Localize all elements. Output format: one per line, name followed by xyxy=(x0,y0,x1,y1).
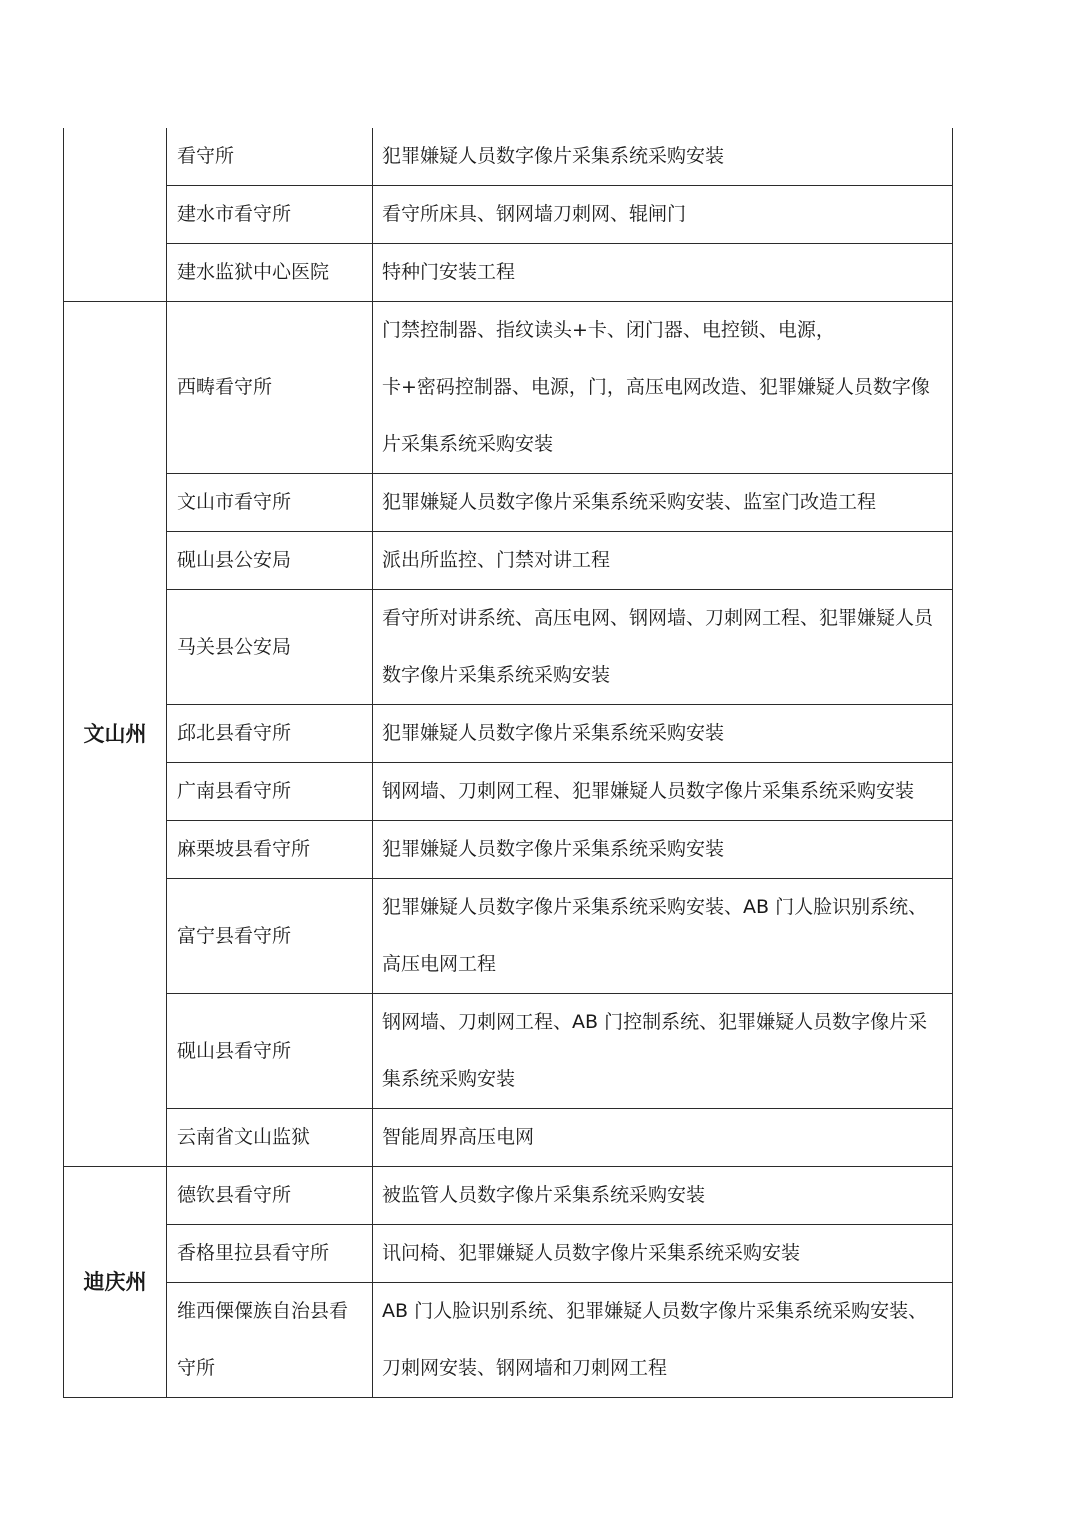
unit-cell: 广南县看守所 xyxy=(167,763,373,821)
unit-cell: 砚山县看守所 xyxy=(167,994,373,1109)
project-table-body xyxy=(64,128,953,1398)
work-cell: 犯罪嫌疑人员数字像片采集系统采购安装、监室门改造工程 xyxy=(373,474,953,532)
table-row xyxy=(64,186,953,244)
unit-cell: 富宁县看守所 xyxy=(167,879,373,994)
unit-cell: 西畴看守所 xyxy=(167,302,373,474)
work-cell: 看守所对讲系统、高压电网、钢网墙、刀刺网工程、犯罪嫌疑人员数字像片采集系统采购安装 xyxy=(373,590,953,705)
unit-cell: 建水市看守所 xyxy=(167,186,373,244)
table-row xyxy=(64,705,953,763)
table-row xyxy=(64,763,953,821)
table-row xyxy=(64,994,953,1109)
work-cell: 犯罪嫌疑人员数字像片采集系统采购安装、AB 门人脸识别系统、高压电网工程 xyxy=(373,879,953,994)
unit-cell: 文山市看守所 xyxy=(167,474,373,532)
table-row xyxy=(64,1109,953,1167)
unit-cell: 维西傈僳族自治县看守所 xyxy=(167,1283,373,1398)
unit-cell: 看守所 xyxy=(167,128,373,186)
region-cell: 迪庆州 xyxy=(64,1167,167,1398)
unit-cell: 马关县公安局 xyxy=(167,590,373,705)
work-cell: 犯罪嫌疑人员数字像片采集系统采购安装 xyxy=(373,128,953,186)
work-cell: 智能周界高压电网 xyxy=(373,1109,953,1167)
table-row xyxy=(64,302,953,474)
work-cell: 被监管人员数字像片采集系统采购安装 xyxy=(373,1167,953,1225)
work-cell: 钢网墙、刀刺网工程、AB 门控制系统、犯罪嫌疑人员数字像片采集系统采购安装 xyxy=(373,994,953,1109)
work-cell: 特种门安装工程 xyxy=(373,244,953,302)
table-row xyxy=(64,1225,953,1283)
work-cell: AB 门人脸识别系统、犯罪嫌疑人员数字像片采集系统采购安装、刀刺网安装、钢网墙和刀刺网工程 xyxy=(373,1283,953,1398)
work-cell: 看守所床具、钢网墙刀刺网、辊闸门 xyxy=(373,186,953,244)
work-cell: 犯罪嫌疑人员数字像片采集系统采购安装 xyxy=(373,821,953,879)
region-cell xyxy=(64,128,167,302)
table-row xyxy=(64,1283,953,1398)
unit-cell: 德钦县看守所 xyxy=(167,1167,373,1225)
project-table xyxy=(63,128,953,1398)
table-row xyxy=(64,1167,953,1225)
unit-cell: 香格里拉县看守所 xyxy=(167,1225,373,1283)
region-cell: 文山州 xyxy=(64,302,167,1167)
table-row xyxy=(64,244,953,302)
work-cell: 犯罪嫌疑人员数字像片采集系统采购安装 xyxy=(373,705,953,763)
table-row xyxy=(64,532,953,590)
table-row xyxy=(64,474,953,532)
unit-cell: 建水监狱中心医院 xyxy=(167,244,373,302)
unit-cell: 麻栗坡县看守所 xyxy=(167,821,373,879)
work-cell: 讯问椅、犯罪嫌疑人员数字像片采集系统采购安装 xyxy=(373,1225,953,1283)
work-cell: 钢网墙、刀刺网工程、犯罪嫌疑人员数字像片采集系统采购安装 xyxy=(373,763,953,821)
work-cell: 门禁控制器、指纹读头+卡、闭门器、电控锁、电源， 卡+密码控制器、电源，门，高压电网改造、犯罪嫌疑人员数字像片采集系统采购安装 xyxy=(373,302,953,474)
table-row xyxy=(64,821,953,879)
table-row xyxy=(64,879,953,994)
unit-cell: 云南省文山监狱 xyxy=(167,1109,373,1167)
work-cell: 派出所监控、门禁对讲工程 xyxy=(373,532,953,590)
table-row xyxy=(64,128,953,186)
unit-cell: 砚山县公安局 xyxy=(167,532,373,590)
unit-cell: 邱北县看守所 xyxy=(167,705,373,763)
table-row xyxy=(64,590,953,705)
